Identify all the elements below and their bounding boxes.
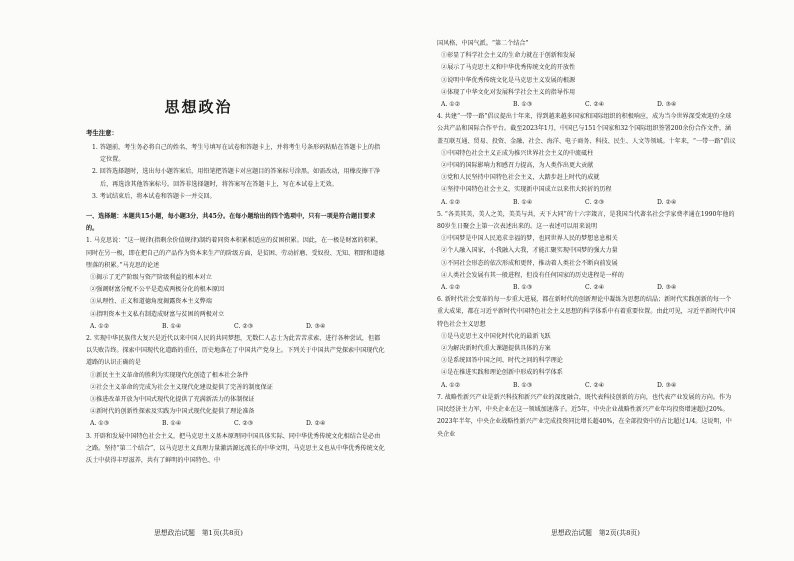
question-5-option: ④人类社会发展有其一般进程，但没有任何国家的历史进程是一样的: [441, 271, 624, 279]
question-1-option: ①揭示了无产阶级与资产阶级利益的根本对立: [90, 274, 212, 282]
question-4-option: ④坚持中国特色社会主义，实现新中国成立以来伟大转折的历程: [441, 186, 612, 194]
choice: C. ②④: [585, 101, 605, 109]
question-3-option: ②展示了马克思主义和中华优秀传统文化的开放性: [441, 64, 576, 72]
exam-title: 思想政治: [164, 98, 233, 116]
question-3-option: ③说明中华优秀传统文化是马克思主义发展的根源: [441, 76, 576, 84]
right-column: [437, 38, 737, 441]
choice: B. ①④: [162, 420, 182, 428]
question-2-option: ③推进改革开放为中国式现代化提供了充满新活力的体制保证: [90, 396, 255, 404]
question-5-option: ②个人融入国家，小我融入大我，才能汇聚实现中国梦的强大力量: [441, 247, 618, 255]
notes-heading: 考生注意：: [86, 129, 118, 137]
question-1-option: ②强调财富分配不公平是造成两极分化的根本原因: [90, 286, 225, 294]
left-column: [86, 142, 386, 467]
question-4-option: ①中国特色社会主义正成为推兴世界社会主义的中流砥柱: [441, 149, 594, 157]
question-3-continued: 国风格、中国气派。“第二个结合”: [437, 40, 529, 47]
question-3-option: ①彰显了科学社会主义的生命力就在于创新和发展: [441, 52, 576, 60]
choice: A. ①③: [90, 420, 110, 428]
question-5-option: ①中国梦是中国人民追求幸福的梦，也同世界人民的梦想息息相关: [441, 235, 618, 243]
question-5-stem: 5. “各美其美，美人之美，美美与共，天下大同”的十六字箴言，是我国当代著名社会学家费孝通在1990年他的80岁生日聚会上第一次表述出来的。这一表述可以用来说明: [437, 210, 735, 231]
question-3-stem: 3. 开辟和发展中国特色社会主义，把马克思主义基本原理同中国具体实际、同中华优秀传统文化相结合是必由之路。坚持“第二个结合”，以马克思主义真理力量激活源远流长的中华文明，马克思主义也从中华优秀传统文化沃土中获得丰厚滋养，共有了鲜明的中国特色、中: [86, 432, 385, 465]
question-2-option: ①新民主主义革命的胜利为实现现代化创造了根本社会条件: [90, 371, 249, 379]
question-3-option: ④体现了中华文化对发展科学社会主义的指导作用: [441, 88, 576, 96]
choice: A. ①②: [441, 101, 461, 109]
choice: B. ①④: [513, 198, 533, 206]
question-6-option: ②为解决新时代重大课题提供具体的方案: [441, 345, 551, 353]
question-3-choices: [437, 99, 737, 111]
question-5-choices: [437, 282, 737, 294]
choice: D. ③④: [657, 101, 677, 109]
question-5-option: ③不同社会形态的依次形成和更替，推动着人类社会不断向前发展: [441, 259, 618, 267]
question-1-stem: 1. 马克思说：“这一规律(指剩余价值规律)制约着同资本积累相适应的贫困积累。因此，在一极是财富的积累，同时在另一极，即在把自己的产品作为资本来生产的阶级方面，是贫困、劳动折磨、受奴役、无知、粗野和道德堕落的积累。”马克思的论述: [86, 237, 385, 269]
choice: B. ①③: [513, 284, 533, 292]
section-heading: 一、选择题：本题共15小题，每小题3分，共45分。在每小题给出的四个选项中，只有一项是符合题目要求的。: [86, 213, 376, 233]
choice: C. ②③: [234, 420, 254, 428]
question-4-option: ③党和人民坚持中国特色社会主义，大踏步赶上时代的成就: [441, 174, 600, 182]
question-2-choices: [86, 418, 386, 430]
question-4-option: ②中国的国际影响力和感召力提高，为人类作出更大贡献: [441, 162, 594, 170]
question-2-option: ④新时代的创新性探索及实践为中国式现代化提供了理论准备: [90, 408, 255, 416]
choice: D. ③④: [657, 284, 677, 292]
question-1-option: ③从理性、正义和道德角度揭露资本主义弊端: [90, 298, 212, 306]
question-6-option: ④是在推进实践和理论创新中形成的科学体系: [441, 369, 563, 377]
choice: D. ②④: [306, 420, 326, 428]
question-4-choices: [437, 197, 737, 209]
choice: A. ①②: [441, 198, 461, 206]
question-1-option: ④指明资本主义私有制造成财富与贫困的两极对立: [90, 310, 225, 318]
choice: B. ①③: [513, 101, 533, 109]
note-2: 2. 回答选择题时，选出每小题答案后，用铅笔把答题卡对应题目的答案标号涂黑。如需改动，用橡皮擦干净后，再选涂其他答案标号。回答非选择题时，将答案写在答题卡上，写在本试卷上无效。: [92, 168, 381, 188]
choice: C. ②④: [585, 284, 605, 292]
question-6-option: ①是马克思主义中国化时代化的最新飞跃: [441, 332, 551, 340]
choice: A. ①②: [90, 322, 110, 330]
question-2-option: ②社会主义革命的完成为社会主义现代化建设提供了完善的制度保证: [90, 383, 273, 391]
choice: B. ①③: [513, 381, 533, 389]
choice: D. ③④: [306, 322, 326, 330]
page-two: [397, 0, 794, 561]
note-1: 1. 答题前，考生务必将自己的姓名、考生号填写在试卷和答题卡上，并将考生号条形码粘贴在答题卡上的指定位置。: [92, 144, 381, 164]
choice: D. ③④: [657, 381, 677, 389]
note-3: 3. 考试结束后，将本试卷和答题卡一并交回。: [92, 192, 216, 200]
page-footer: 思想政治试题 第1页(共8页): [154, 529, 243, 537]
choice: C. ②③: [585, 198, 605, 206]
question-7-stem: 7. 战略性新兴产业是新兴科技和新兴产业的深度融合，既代表科技创新的方向，也代表产业发展的方向。作为国民经济主力军，中央企业在这一领域加速落子。近5年，中央企业战略性新兴产业年均投资增速超过20%。2023年半年，中央企业战略性新兴产业完成投资同比增长超40%，在全部投资中的占比超过1/4。这说明，中央企业: [437, 393, 732, 438]
question-6-choices: [437, 380, 737, 392]
choice: C. ②④: [585, 381, 605, 389]
choice: C. ②③: [234, 322, 254, 330]
question-6-option: ③是系统回答中国之问、时代之问的科学理论: [441, 357, 563, 365]
choice: A. ①②: [441, 381, 461, 389]
question-2-stem: 2. 实现中华民族伟大复兴是近代以来中国人民的共同梦想，无数仁人志士为此苦苦求索、进行各种尝试，但都以失败告终。探索中国现代化道路的重任，历史地落在了中国共产党身上。下列关于中国共产党探索中国现代化道路的认识正确的是: [86, 335, 385, 367]
choice: B. ①④: [162, 322, 182, 330]
choice: D. ②④: [657, 198, 677, 206]
question-1-choices: [86, 321, 386, 333]
choice: A. ①②: [441, 284, 461, 292]
question-6-stem: 6. 新时代社会变革的每一步重大进展，都在新时代的创新理论中凝练为思想的结晶；新时代实践创新的每一个重大成果，都在习近平新时代中国特色社会主义思想的科学体系中有着重要位置。由此可见，习近平新时代中国特色社会主义思想: [437, 296, 736, 328]
page-footer: 思想政治试题 第2页(共8页): [551, 529, 640, 537]
question-4-stem: 4. 共建“一带一路”倡议提出十年来，得到越来越多国家和国际组织的积极响应，成为当今世界深受欢迎的全球公共产品和国际合作平台。截至2023年1月，中国已与151个国家和32个国际组织签署200余份合作文件，涵盖互联互通、贸易、投资、金融、社会、海洋、电子商务、科技、民生、人文等领域。十年来，“一带一路”倡议: [437, 113, 736, 145]
